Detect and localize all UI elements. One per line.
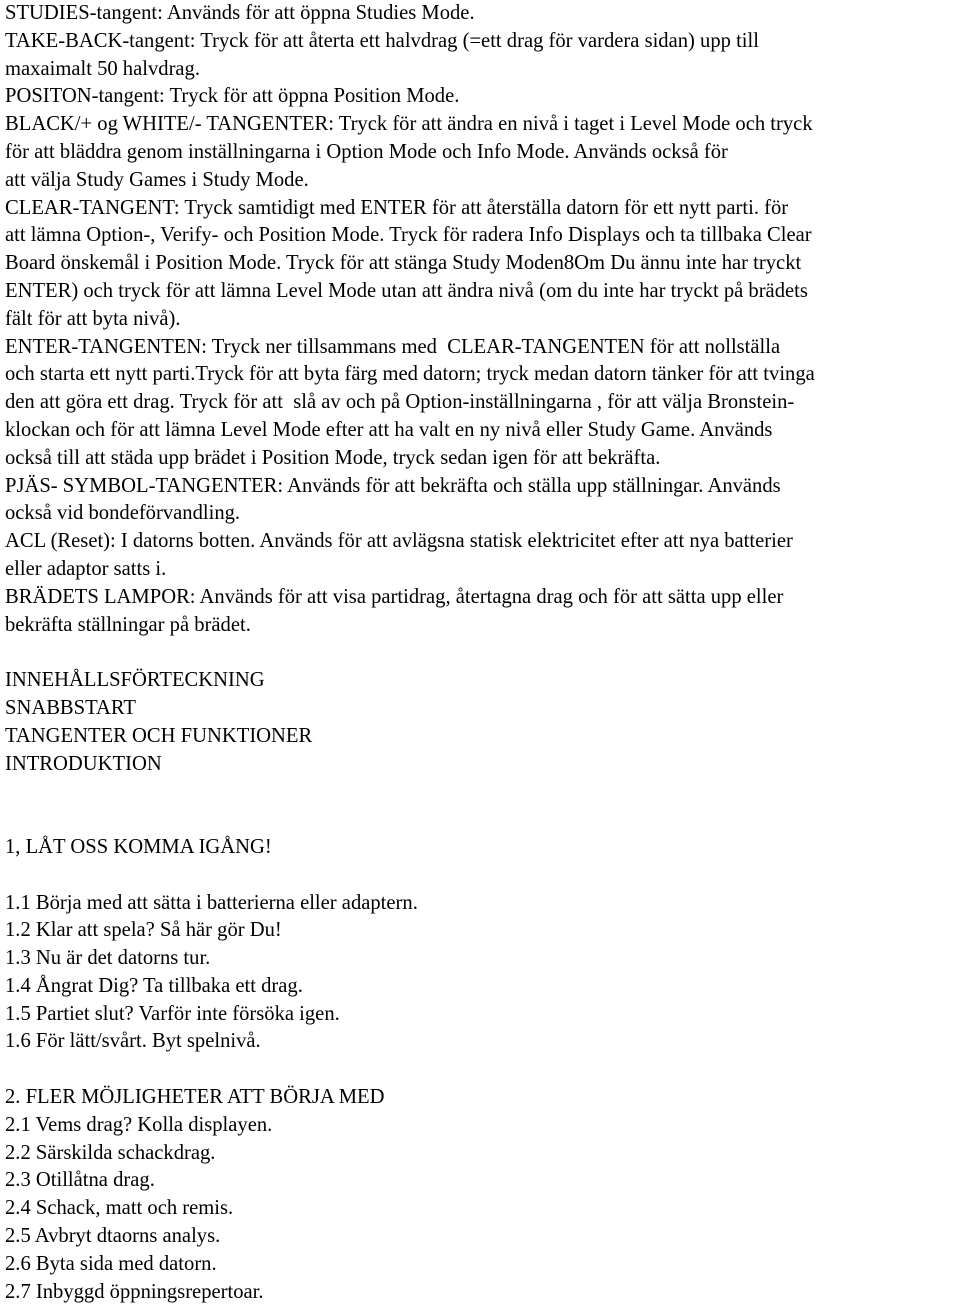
text-line: BLACK/+ og WHITE/- TANGENTER: Tryck för att ändra en nivå i taget i Level Mode och tryck [5,113,813,136]
text-line: ENTER-TANGENTEN: Tryck ner tillsammans med CLEAR-TANGENTEN för att nollställa [5,335,781,358]
toc-item: 2.6 Byta sida med datorn. [5,1252,217,1275]
blank-line [5,639,953,667]
section-title: 2. FLER MÖJLIGHETER ATT BÖRJA MED [5,1086,385,1109]
toc-heading-line: INNEHÅLLSFÖRTECKNING [5,669,265,692]
text-line: bekräfta ställningar på brädet. [5,613,251,636]
text-line: och starta ett nytt parti.Tryck för att byta färg med datorn; tryck medan datorn tänker för att tvinga [5,363,815,386]
toc-item: 1.2 Klar att spela? Så här gör Du! [5,919,282,942]
text-line: också till att städa upp brädet i Position Mode, tryck sedan igen för att bekräfta. [5,446,661,469]
toc-heading-line: INTRODUKTION [5,752,162,775]
text-line: klockan och för att lämna Level Mode efter att ha valt en ny nivå eller Study Game. Används [5,418,773,441]
text-line: ENTER) och tryck för att lämna Level Mode utan att ändra nivå (om du inte har tryckt på brädets [5,279,808,302]
toc-heading-line: TANGENTER OCH FUNKTIONER [5,724,313,747]
toc-item: 1.4 Ångrat Dig? Ta tillbaka ett drag. [5,974,303,997]
blank-line [5,862,953,890]
toc-item: 1.5 Partiet slut? Varför inte försöka igen. [5,1002,340,1025]
toc-item: 2.1 Vems drag? Kolla displayen. [5,1113,273,1136]
toc-section-2 [5,1084,953,1306]
text-line: fält för att byta nivå). [5,307,181,330]
blank-line [5,806,953,834]
text-line: CLEAR-TANGENT: Tryck samtidigt med ENTER för att återställa datorn för ett nytt parti. för [5,196,789,219]
text-line: STUDIES-tangent: Används för att öppna Studies Mode. [5,2,475,24]
toc-heading-line: SNABBSTART [5,696,137,719]
text-line: att lämna Option-, Verify- och Position Mode. Tryck för radera Info Displays och ta tillbaka Clear [5,224,812,247]
text-line: också vid bondeförvandling. [5,502,241,525]
blank-line [5,1056,953,1084]
text-line: Board önskemål i Position Mode. Tryck för att stänga Study Moden8Om Du ännu inte har tryckt [5,252,802,275]
toc-item: 1.1 Börja med att sätta i batterierna eller adaptern. [5,891,418,914]
text-line: PJÄS- SYMBOL-TANGENTER: Används för att bekräfta och ställa upp ställningar. Används [5,474,781,497]
toc-section-1 [5,834,953,1056]
text-line: ACL (Reset): I datorns botten. Används för att avlägsna statisk elektricitet efter att nya batterier [5,530,793,553]
toc-item: 1.3 Nu är det datorns tur. [5,947,211,970]
text-line: BRÄDETS LAMPOR: Används för att visa partidrag, återtagna drag och för att sätta upp eller [5,585,784,608]
document-page [5,0,953,1306]
text-line: den att göra ett drag. Tryck för att slå av och på Option-inställningarna , för att välja Bronstein- [5,391,795,414]
blank-line [5,778,953,806]
text-line: TAKE-BACK-tangent: Tryck för att återta ett halvdrag (=ett drag för vardera sidan) upp till [5,29,759,52]
text-line: maxaimalt 50 halvdrag. [5,57,201,80]
toc-headings [5,667,953,778]
toc-item: 2.2 Särskilda schackdrag. [5,1141,216,1164]
toc-item: 2.5 Avbryt dtaorns analys. [5,1225,221,1248]
toc-item: 2.7 Inbyggd öppningsrepertoar. [5,1280,264,1303]
toc-item: 1.6 För lätt/svårt. Byt spelnivå. [5,1030,261,1053]
section-title: 1, LÅT OSS KOMMA IGÅNG! [5,835,272,858]
toc-item: 2.3 Otillåtna drag. [5,1169,155,1192]
toc-item: 2.4 Schack, matt och remis. [5,1197,234,1220]
text-line: att välja Study Games i Study Mode. [5,168,309,191]
text-line: för att bläddra genom inställningarna i Option Mode och Info Mode. Används också för [5,140,728,163]
text-line: POSITON-tangent: Tryck för att öppna Position Mode. [5,85,460,108]
key-descriptions [5,0,953,639]
text-line: eller adaptor satts i. [5,557,167,580]
